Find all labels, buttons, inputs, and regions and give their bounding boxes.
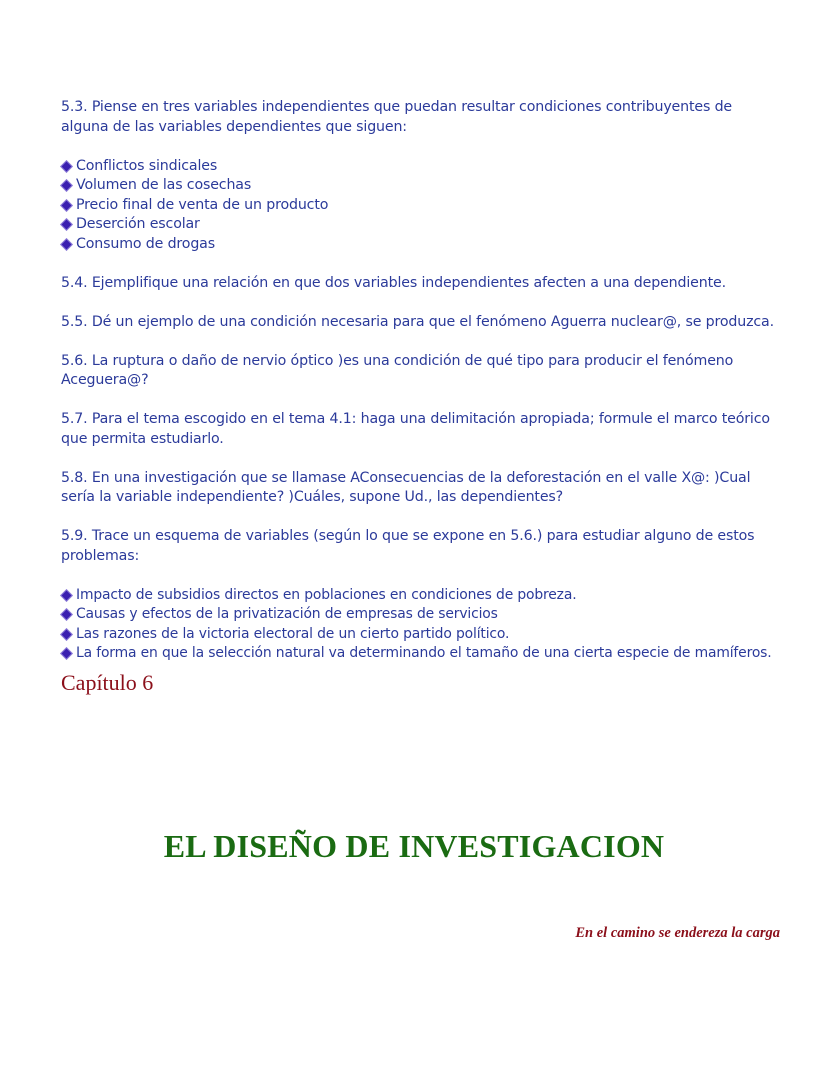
exercise-5-3: 5.3. Piense en tres variables independientes que puedan resultar condiciones contribuyentes de alguna de las variables dependientes que siguen: (61, 99, 733, 135)
dependent-variables-list (61, 157, 781, 255)
exercise-5-8: 5.8. En una investigación que se llamase AConsecuencias de la deforestación en el valle X@: )Cual sería la variable independiente? )Cuáles, supone Ud., las dependientes? (61, 469, 751, 505)
diamond-bullet-icon (60, 160, 73, 173)
diamond-bullet-icon (60, 238, 73, 251)
list-item: Deserción escolar (61, 215, 781, 235)
list-item: La forma en que la selección natural va determinando el tamaño de una cierta especie de mamíferos. (61, 644, 781, 664)
list-item: Causas y efectos de la privatización de empresas de servicios (61, 605, 781, 625)
diamond-bullet-icon (60, 589, 73, 602)
diamond-bullet-icon (60, 179, 73, 192)
exercise-5-5: 5.5. Dé un ejemplo de una condición necesaria para que el fenómeno Aguerra nuclear@, se produzca. (61, 313, 774, 330)
list-item: Consumo de drogas (61, 235, 781, 255)
document-page (61, 98, 781, 696)
diamond-bullet-icon (60, 608, 73, 621)
exercise-5-9: 5.9. Trace un esquema de variables (según lo que se expone en 5.6.) para estudiar alguno de estos problemas: (61, 528, 755, 564)
diamond-bullet-icon (60, 218, 73, 231)
exercise-5-4: 5.4. Ejemplifique una relación en que dos variables independientes afecten a una dependiente. (61, 274, 726, 291)
chapter-label: Capítulo 6 (61, 669, 154, 695)
list-item: Impacto de subsidios directos en poblaciones en condiciones de pobreza. (61, 586, 781, 606)
chapter-title: EL DISEÑO DE INVESTIGACION (163, 828, 665, 864)
list-item: Precio final de venta de un producto (61, 196, 781, 216)
exercise-5-6: 5.6. La ruptura o daño de nervio óptico )es una condición de qué tipo para producir el fenómeno Aceguera@? (61, 352, 734, 388)
problems-list (61, 586, 781, 664)
list-item: Volumen de las cosechas (61, 176, 781, 196)
diamond-bullet-icon (60, 628, 73, 641)
list-item: Conflictos sindicales (61, 157, 781, 177)
diamond-bullet-icon (60, 647, 73, 660)
list-item: Las razones de la victoria electoral de un cierto partido político. (61, 625, 781, 645)
diamond-bullet-icon (60, 199, 73, 212)
exercise-5-7: 5.7. Para el tema escogido en el tema 4.1: haga una delimitación apropiada; formule el marco teórico que permita estudiarlo. (61, 411, 770, 447)
chapter-epigraph: En el camino se endereza la carga (575, 925, 780, 941)
